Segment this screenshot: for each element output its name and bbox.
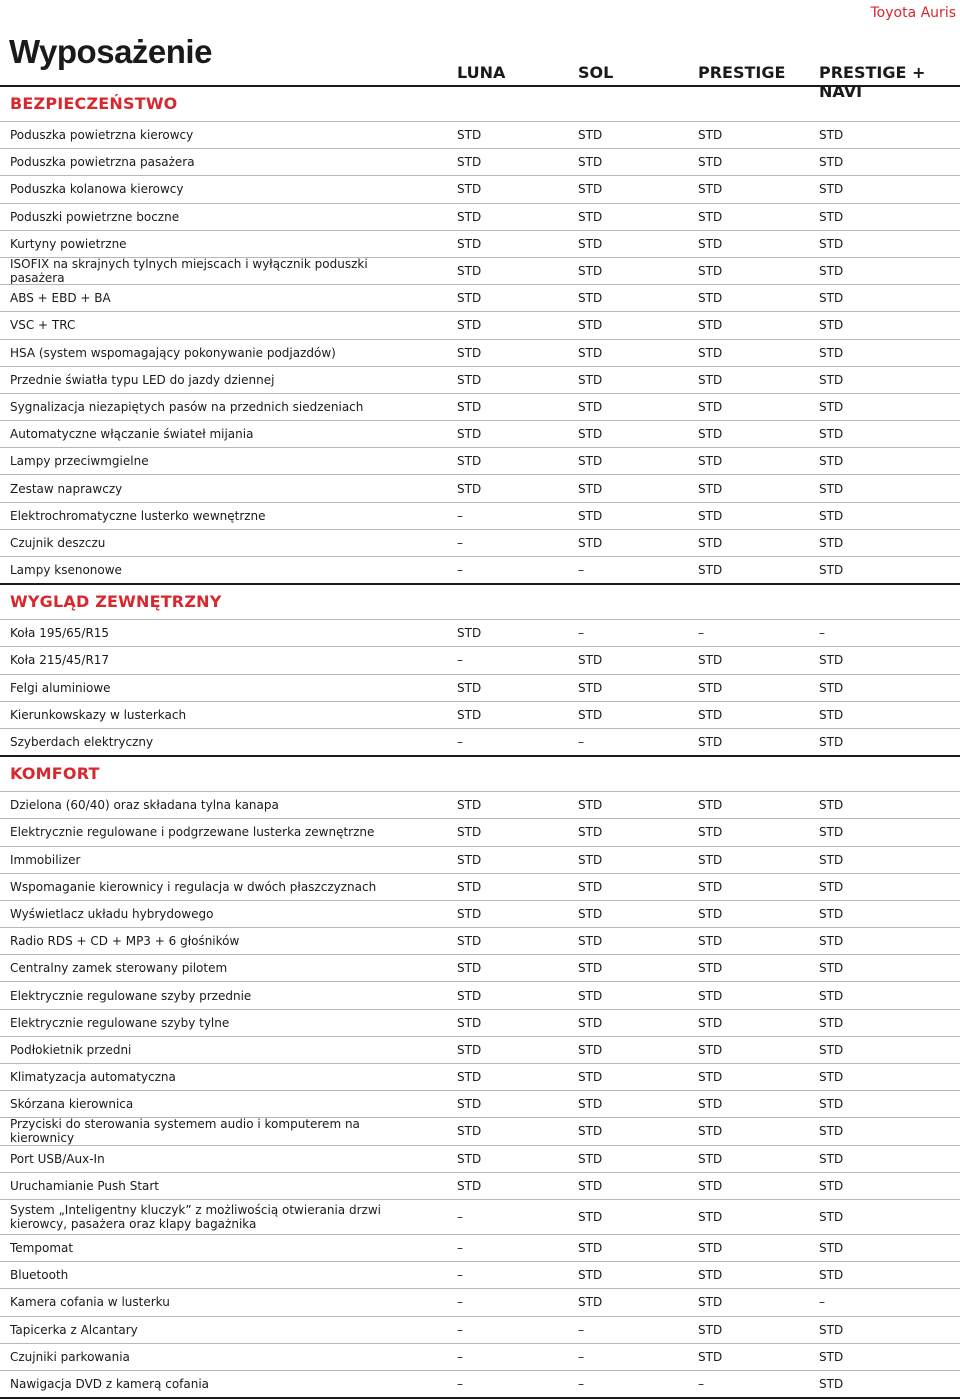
availability-cell: STD (578, 1295, 603, 1310)
availability-cell: STD (698, 454, 723, 469)
availability-cell: STD (578, 680, 603, 695)
section-header (0, 755, 960, 791)
availability-cell: STD (578, 182, 603, 197)
availability-cell: STD (578, 1151, 603, 1166)
availability-cell: STD (819, 236, 844, 251)
feature-label: Poduszka kolanowa kierowcy (10, 182, 184, 197)
availability-cell: STD (578, 1124, 603, 1139)
feature-label: Automatyczne włączanie świateł mijania (10, 427, 254, 442)
availability-cell: STD (457, 1015, 482, 1030)
availability-cell: – (819, 1295, 825, 1310)
table-row (0, 1117, 960, 1144)
availability-cell: – (457, 1241, 463, 1256)
availability-cell: STD (819, 707, 844, 722)
table-row (0, 701, 960, 728)
table-row (0, 728, 960, 755)
feature-label: Elektrycznie regulowane szyby przednie (10, 988, 252, 1003)
table-row (0, 556, 960, 583)
feature-label: Poduszka powietrzna kierowcy (10, 128, 194, 143)
availability-cell: STD (457, 182, 482, 197)
column-headers (0, 63, 960, 101)
availability-cell: STD (578, 852, 603, 867)
availability-cell: STD (457, 1042, 482, 1057)
feature-label: Lampy przeciwmgielne (10, 454, 149, 469)
availability-cell: STD (578, 155, 603, 170)
feature-label: Koła 195/65/R15 (10, 626, 110, 641)
availability-cell: STD (457, 155, 482, 170)
availability-cell: – (457, 1322, 463, 1337)
availability-cell: STD (578, 1268, 603, 1283)
availability-cell: STD (578, 1241, 603, 1256)
table-row (0, 1063, 960, 1090)
availability-cell: STD (457, 236, 482, 251)
availability-cell: STD (578, 291, 603, 306)
table-row (0, 175, 960, 202)
table-row (0, 1145, 960, 1172)
availability-cell: STD (578, 1042, 603, 1057)
availability-cell: STD (698, 1241, 723, 1256)
availability-cell: STD (457, 1070, 482, 1085)
availability-cell: STD (819, 318, 844, 333)
availability-cell: STD (698, 372, 723, 387)
feature-label: Kurtyny powietrzne (10, 236, 127, 251)
availability-cell: STD (819, 563, 844, 578)
availability-cell: STD (578, 653, 603, 668)
availability-cell: STD (457, 626, 482, 641)
feature-label: VSC + TRC (10, 318, 76, 333)
feature-label: Czujniki parkowania (10, 1349, 130, 1364)
availability-cell: STD (819, 1070, 844, 1085)
availability-cell: – (698, 1376, 704, 1391)
availability-cell: STD (698, 535, 723, 550)
availability-cell: STD (457, 454, 482, 469)
table-row (0, 230, 960, 257)
availability-cell: STD (698, 1295, 723, 1310)
column-header-luna: LUNA (457, 63, 506, 82)
table-row (0, 1090, 960, 1117)
availability-cell: STD (698, 653, 723, 668)
availability-cell: STD (698, 264, 723, 279)
section-title: KOMFORT (10, 764, 100, 784)
availability-cell: STD (578, 1070, 603, 1085)
availability-cell: STD (698, 934, 723, 949)
availability-cell: STD (578, 1209, 603, 1224)
availability-cell: STD (698, 988, 723, 1003)
section-header (0, 85, 960, 121)
availability-cell: STD (698, 852, 723, 867)
availability-cell: STD (457, 879, 482, 894)
availability-cell: STD (457, 318, 482, 333)
feature-label: Koła 215/45/R17 (10, 653, 110, 668)
feature-label: Wspomaganie kierownicy i regulacja w dwóch płaszczyznach (10, 879, 377, 894)
availability-cell: STD (578, 264, 603, 279)
table-row (0, 873, 960, 900)
availability-cell: STD (698, 209, 723, 224)
availability-cell: STD (457, 291, 482, 306)
availability-cell: STD (698, 508, 723, 523)
availability-cell: STD (698, 1015, 723, 1030)
table-row (0, 900, 960, 927)
table-row (0, 954, 960, 981)
section-title: BEZPIECZEŃSTWO (10, 94, 178, 113)
feature-label: Port USB/Aux-In (10, 1151, 105, 1166)
availability-cell: STD (457, 1151, 482, 1166)
availability-cell: STD (457, 707, 482, 722)
availability-cell: STD (457, 852, 482, 867)
availability-cell: – (578, 1349, 584, 1364)
feature-label: Poduszki powietrzne boczne (10, 209, 180, 224)
feature-label: Tapicerka z Alcantary (10, 1322, 138, 1337)
availability-cell: STD (819, 653, 844, 668)
availability-cell: STD (698, 879, 723, 894)
table-row (0, 674, 960, 701)
feature-label: Kierunkowskazy w lusterkach (10, 707, 187, 722)
feature-label: Przednie światła typu LED do jazdy dziennej (10, 372, 275, 387)
table-row (0, 529, 960, 556)
table-row (0, 121, 960, 148)
availability-cell: – (457, 1268, 463, 1283)
availability-cell: STD (698, 1322, 723, 1337)
availability-cell: STD (819, 852, 844, 867)
availability-cell: STD (698, 825, 723, 840)
availability-cell: STD (578, 427, 603, 442)
availability-cell: STD (578, 236, 603, 251)
availability-cell: STD (819, 1042, 844, 1057)
availability-cell: STD (578, 345, 603, 360)
feature-label: Tempomat (10, 1241, 74, 1256)
availability-cell: STD (819, 209, 844, 224)
availability-cell: STD (819, 399, 844, 414)
availability-cell: STD (578, 707, 603, 722)
feature-label: Szyberdach elektryczny (10, 735, 154, 750)
availability-cell: STD (819, 961, 844, 976)
availability-cell: STD (578, 961, 603, 976)
table-row (0, 981, 960, 1008)
availability-cell: STD (578, 988, 603, 1003)
availability-cell: STD (819, 291, 844, 306)
table-row (0, 1343, 960, 1370)
feature-label: Centralny zamek sterowany pilotem (10, 961, 228, 976)
availability-cell: STD (819, 508, 844, 523)
availability-cell: STD (457, 906, 482, 921)
availability-cell: STD (698, 1124, 723, 1139)
feature-label: Przyciski do sterowania systemem audio i komputerem na kierownicy (10, 1117, 360, 1146)
feature-label: Wyświetlacz układu hybrydowego (10, 906, 214, 921)
table-row (0, 148, 960, 175)
availability-cell: STD (698, 1268, 723, 1283)
availability-cell: STD (819, 1124, 844, 1139)
availability-cell: STD (698, 961, 723, 976)
availability-cell: STD (698, 563, 723, 578)
availability-cell: STD (698, 291, 723, 306)
feature-label: Elektrycznie regulowane szyby tylne (10, 1015, 230, 1030)
availability-cell: STD (819, 1349, 844, 1364)
availability-cell: STD (578, 128, 603, 143)
availability-cell: STD (698, 1097, 723, 1112)
table-row (0, 447, 960, 474)
availability-cell: – (578, 1376, 584, 1391)
availability-cell: STD (578, 825, 603, 840)
availability-cell: – (457, 1376, 463, 1391)
availability-cell: STD (578, 209, 603, 224)
availability-cell: STD (819, 1241, 844, 1256)
feature-label: HSA (system wspomagający pokonywanie podjazdów) (10, 345, 336, 360)
availability-cell: STD (578, 454, 603, 469)
availability-cell: STD (698, 182, 723, 197)
availability-cell: – (457, 1349, 463, 1364)
availability-cell: STD (819, 1322, 844, 1337)
table-row (0, 284, 960, 311)
availability-cell: STD (457, 680, 482, 695)
availability-cell: STD (578, 481, 603, 496)
column-header-prestige: PRESTIGE (698, 63, 786, 82)
availability-cell: STD (457, 128, 482, 143)
availability-cell: STD (819, 906, 844, 921)
availability-cell: – (457, 1295, 463, 1310)
availability-cell: STD (698, 798, 723, 813)
availability-cell: STD (698, 1349, 723, 1364)
availability-cell: STD (819, 934, 844, 949)
feature-label: Sygnalizacja niezapiętych pasów na przednich siedzeniach (10, 399, 364, 414)
availability-cell: STD (819, 680, 844, 695)
availability-cell: – (578, 1322, 584, 1337)
availability-cell: STD (819, 372, 844, 387)
availability-cell: STD (457, 345, 482, 360)
availability-cell: STD (819, 735, 844, 750)
availability-cell: – (457, 1209, 463, 1224)
availability-cell: STD (578, 1097, 603, 1112)
availability-cell: STD (698, 345, 723, 360)
availability-cell: STD (698, 906, 723, 921)
availability-cell: STD (698, 1209, 723, 1224)
availability-cell: – (457, 653, 463, 668)
availability-cell: STD (819, 454, 844, 469)
table-row (0, 1288, 960, 1315)
feature-label: Podłokietnik przedni (10, 1042, 132, 1057)
availability-cell: STD (819, 427, 844, 442)
availability-cell: STD (457, 209, 482, 224)
availability-cell: STD (457, 961, 482, 976)
table-row (0, 818, 960, 845)
feature-label: Dzielona (60/40) oraz składana tylna kanapa (10, 798, 279, 813)
feature-label: Kamera cofania w lusterku (10, 1295, 170, 1310)
availability-cell: STD (578, 934, 603, 949)
table-row (0, 791, 960, 818)
availability-cell: STD (819, 1376, 844, 1391)
availability-cell: STD (578, 318, 603, 333)
availability-cell: STD (698, 236, 723, 251)
availability-cell: STD (457, 934, 482, 949)
availability-cell: STD (457, 372, 482, 387)
feature-label: Czujnik deszczu (10, 535, 106, 550)
availability-cell: STD (819, 264, 844, 279)
feature-label: Bluetooth (10, 1268, 69, 1283)
brand-label: Toyota Auris (870, 5, 956, 21)
availability-cell: STD (819, 988, 844, 1003)
feature-label: Nawigacja DVD z kamerą cofania (10, 1376, 210, 1391)
table-row (0, 1261, 960, 1288)
availability-cell: STD (698, 1151, 723, 1166)
availability-cell: – (578, 563, 584, 578)
availability-cell: STD (698, 1042, 723, 1057)
table-row (0, 1316, 960, 1343)
availability-cell: – (457, 735, 463, 750)
availability-cell: STD (457, 1178, 482, 1193)
table-row (0, 846, 960, 873)
availability-cell: STD (819, 1015, 844, 1030)
page-title: Wyposażenie (9, 33, 212, 70)
availability-cell: STD (457, 825, 482, 840)
availability-cell: STD (457, 1097, 482, 1112)
availability-cell: STD (578, 372, 603, 387)
table-row (0, 646, 960, 673)
availability-cell: STD (698, 318, 723, 333)
availability-cell: STD (457, 988, 482, 1003)
availability-cell: – (457, 508, 463, 523)
availability-cell: STD (819, 155, 844, 170)
availability-cell: STD (698, 735, 723, 750)
availability-cell: STD (819, 1151, 844, 1166)
section-header (0, 583, 960, 619)
availability-cell: STD (819, 182, 844, 197)
availability-cell: STD (819, 1209, 844, 1224)
availability-cell: – (578, 626, 584, 641)
table-row (0, 1009, 960, 1036)
feature-label: Felgi aluminiowe (10, 680, 111, 695)
availability-cell: STD (457, 264, 482, 279)
availability-cell: STD (578, 798, 603, 813)
availability-cell: STD (819, 798, 844, 813)
availability-cell: – (819, 626, 825, 641)
availability-cell: STD (698, 707, 723, 722)
availability-cell: STD (819, 1178, 844, 1193)
feature-label: Radio RDS + CD + MP3 + 6 głośników (10, 934, 240, 949)
table-row (0, 393, 960, 420)
column-header-prestige-navi: PRESTIGE + NAVI (819, 63, 926, 101)
feature-label: Immobilizer (10, 852, 81, 867)
availability-cell: – (457, 535, 463, 550)
availability-cell: STD (698, 1178, 723, 1193)
table-row (0, 927, 960, 954)
availability-cell: STD (698, 680, 723, 695)
availability-cell: STD (698, 399, 723, 414)
availability-cell: STD (578, 535, 603, 550)
feature-label: Elektrochromatyczne lusterko wewnętrzne (10, 508, 266, 523)
equipment-table (0, 85, 960, 1399)
table-row (0, 1199, 960, 1234)
table-row (0, 1234, 960, 1261)
availability-cell: STD (698, 155, 723, 170)
availability-cell: STD (819, 128, 844, 143)
availability-cell: STD (457, 1124, 482, 1139)
availability-cell: STD (819, 481, 844, 496)
table-row (0, 619, 960, 646)
availability-cell: STD (457, 399, 482, 414)
feature-label: Lampy ksenonowe (10, 563, 122, 578)
availability-cell: STD (698, 427, 723, 442)
availability-cell: – (698, 626, 704, 641)
availability-cell: STD (578, 508, 603, 523)
availability-cell: – (457, 563, 463, 578)
availability-cell: – (578, 735, 584, 750)
table-row (0, 420, 960, 447)
feature-label: ABS + EBD + BA (10, 291, 111, 306)
table-row (0, 474, 960, 501)
feature-label: System „Inteligentny kluczyk” z możliwością otwierania drzwi kierowcy, pasażera oraz klapy bagażnika (10, 1202, 381, 1231)
availability-cell: STD (578, 399, 603, 414)
table-row (0, 366, 960, 393)
availability-cell: STD (698, 128, 723, 143)
feature-label: Skórzana kierownica (10, 1097, 134, 1112)
availability-cell: STD (457, 481, 482, 496)
feature-label: Poduszka powietrzna pasażera (10, 155, 195, 170)
table-row (0, 1172, 960, 1199)
availability-cell: STD (578, 906, 603, 921)
availability-cell: STD (819, 879, 844, 894)
availability-cell: STD (578, 1178, 603, 1193)
availability-cell: STD (819, 825, 844, 840)
feature-label: ISOFIX na skrajnych tylnych miejscach i wyłącznik poduszki pasażera (10, 257, 368, 286)
table-row (0, 339, 960, 366)
availability-cell: STD (457, 427, 482, 442)
feature-label: Klimatyzacja automatyczna (10, 1070, 176, 1085)
feature-label: Elektrycznie regulowane i podgrzewane lusterka zewnętrzne (10, 825, 375, 840)
table-row (0, 502, 960, 529)
availability-cell: STD (578, 879, 603, 894)
table-row (0, 1370, 960, 1397)
availability-cell: STD (819, 535, 844, 550)
availability-cell: STD (578, 1015, 603, 1030)
feature-label: Zestaw naprawczy (10, 481, 123, 496)
availability-cell: STD (819, 1097, 844, 1112)
availability-cell: STD (698, 1070, 723, 1085)
table-row (0, 1036, 960, 1063)
feature-label: Uruchamianie Push Start (10, 1178, 160, 1193)
availability-cell: STD (457, 798, 482, 813)
table-row (0, 203, 960, 230)
table-row (0, 311, 960, 338)
availability-cell: STD (819, 345, 844, 360)
availability-cell: STD (698, 481, 723, 496)
section-title: WYGLĄD ZEWNĘTRZNY (10, 592, 222, 612)
table-row (0, 257, 960, 284)
column-header-sol: SOL (578, 63, 614, 82)
availability-cell: STD (819, 1268, 844, 1283)
